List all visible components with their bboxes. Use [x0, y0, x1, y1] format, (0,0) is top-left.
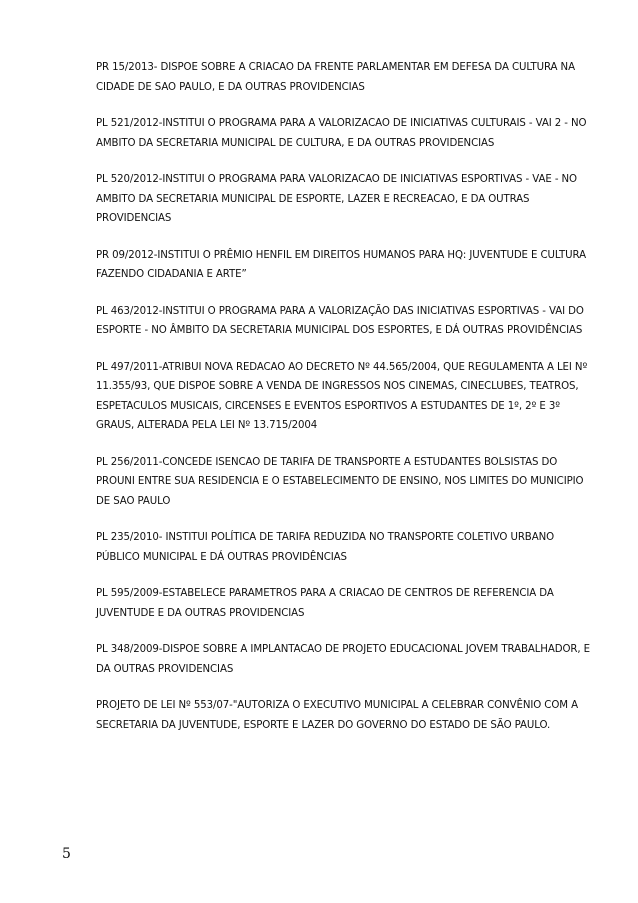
document-body [96, 58, 592, 752]
bill-entry: PL 595/2009-ESTABELECE PARAMETROS PARA A CRIACAO DE CENTROS DE REFERENCIA DA JUVENTUDE E DA OUTRAS PROVIDENCIAS [96, 588, 554, 619]
bill-entry: PL 520/2012-INSTITUI O PROGRAMA PARA VALORIZACAO DE INICIATIVAS ESPORTIVAS - VAE - NO AMBITO DA SECRETARIA MUNICIPAL DE ESPORTE, LAZER E RECREACAO, E DA OUTRAS PROVIDENCIAS [96, 174, 577, 224]
bill-entry: PL 256/2011-CONCEDE ISENCAO DE TARIFA DE TRANSPORTE A ESTUDANTES BOLSISTAS DO PROUNI ENTRE SUA RESIDENCIA E O ESTABELECIMENTO DE ENSINO, NOS LIMITES DO MUNICIPIO DE SAO PAULO [96, 456, 584, 507]
bill-entry: PL 235/2010- INSTITUI POLÍTICA DE TARIFA REDUZIDA NO TRANSPORTE COLETIVO URBANO PÚBLICO MUNICIPAL E DÁ OUTRAS PROVIDÊNCIAS [96, 532, 555, 563]
page-number: 5 [62, 846, 71, 862]
bill-entry: PL 521/2012-INSTITUI O PROGRAMA PARA A VALORIZACAO DE INICIATIVAS CULTURAIS - VAI 2 - NO AMBITO DA SECRETARIA MUNICIPAL DE CULTURA, E DA OUTRAS PROVIDENCIAS [96, 118, 587, 149]
bill-entry: PR 09/2012-INSTITUI O PRÊMIO HENFIL EM DIREITOS HUMANOS PARA HQ: JUVENTUDE E CULTURA FAZENDO CIDADANIA E ARTE” [96, 249, 586, 280]
bill-entry: PL 497/2011-ATRIBUI NOVA REDACAO AO DECRETO Nº 44.565/2004, QUE REGULAMENTA A LEI Nº 11.355/93, QUE DISPOE SOBRE A VENDA DE INGRESSOS NOS CINEMAS, CINECLUBES, TEATROS, ESPETACULOS MUSICAIS, CIRCENSES E EVENTOS ESPORTIVOS A ESTUDANTES DE 1º, 2º E 3º GRAUS, ALTERADA PELA LEI Nº 13.715/2004 [96, 361, 588, 431]
bill-entry: PL 463/2012-INSTITUI O PROGRAMA PARA A VALORIZAÇÃO DAS INICIATIVAS ESPORTIVAS - VAI DO ESPORTE - NO ÂMBITO DA SECRETARIA MUNICIPAL DOS ESPORTES, E DÁ OUTRAS PROVIDÊNCIAS [96, 305, 584, 336]
bill-entry: PR 15/2013- DISPOE SOBRE A CRIACAO DA FRENTE PARLAMENTAR EM DEFESA DA CULTURA NA CIDADE DE SAO PAULO, E DA OUTRAS PROVIDENCIAS [96, 62, 575, 93]
bill-entry: PL 348/2009-DISPOE SOBRE A IMPLANTACAO DE PROJETO EDUCACIONAL JOVEM TRABALHADOR, E DA OUTRAS PROVIDENCIAS [96, 644, 590, 675]
bill-entry: PROJETO DE LEI Nº 553/07-"AUTORIZA O EXECUTIVO MUNICIPAL A CELEBRAR CONVÊNIO COM A SECRETARIA DA JUVENTUDE, ESPORTE E LAZER DO GOVERNO DO ESTADO DE SÃO PAULO. [96, 700, 578, 731]
